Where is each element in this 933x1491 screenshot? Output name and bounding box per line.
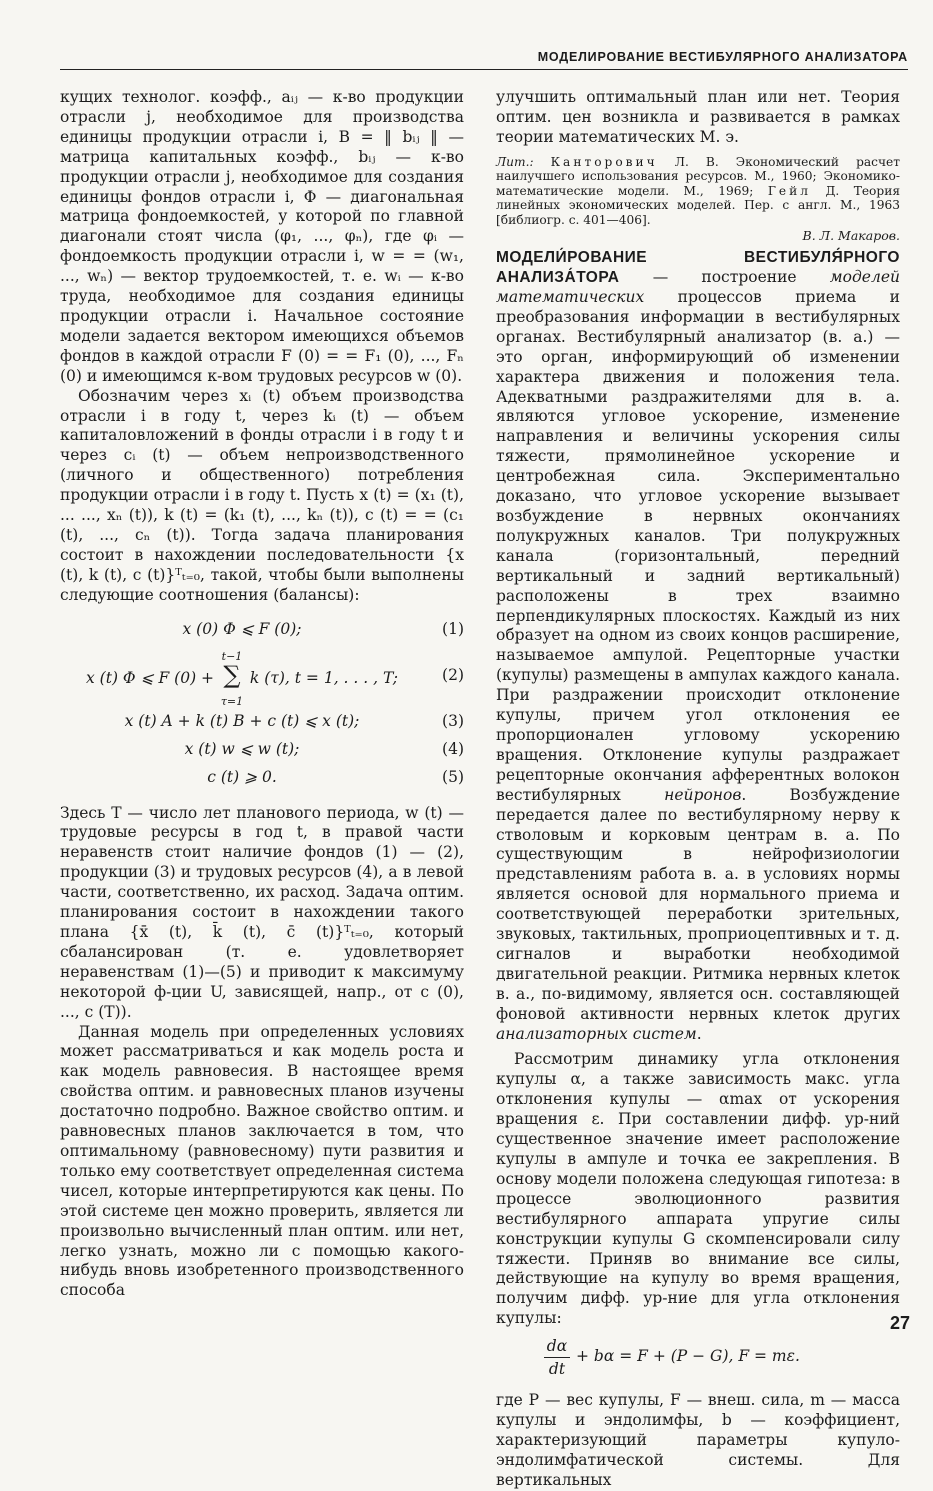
entry-text: . Возбуждение передается далее по вестибулярному нерву к стволовым и корковым центрам в. а. По существующим в нейрофизиологии представлениям работа в. а. в условиях нормы является основой для нормального приема и соответствующей переработки зрительных, звуковых, тактильных, проприоцептивных и т. д. сигналов и выработки необходимой двигательной реакции. Ритмика нервных клеток в. а., по-видимому, является осн. составляющей фоновой активности нервных клеток других xyxy=(496,785,900,1023)
equation-number: (5) xyxy=(442,767,464,786)
equation-2 xyxy=(60,644,464,708)
sum-upper-limit: t−1 xyxy=(221,649,243,663)
literature-label: Лит.: xyxy=(496,154,534,169)
equation-1 xyxy=(60,616,464,644)
literature-text: Л. В. Экономический расчет наилучшего использования ресурсов. М., 1960; Экономико-математические модели. М., 1969; xyxy=(496,154,901,198)
page-number: 27 xyxy=(889,1313,910,1333)
encyclopedia-entry xyxy=(496,248,900,1044)
running-header: МОДЕЛИРОВАНИЕ ВЕСТИБУЛЯРНОГО АНАЛИЗАТОРА xyxy=(60,50,908,70)
literature-text: Д. Теория линейных экономических моделей. Пер. с англ. М., 1963 [библиогр. с. 401—406]. xyxy=(496,183,901,227)
equation-number: (3) xyxy=(442,711,464,730)
paragraph: кущих технолог. коэфф., aᵢⱼ — к-во продукции отрасли j, необходимое для производства единицы продукции отрасли i, B = ‖ bᵢⱼ ‖ — матрица капитальных коэфф., bᵢⱼ — к-во продукции отрасли j, необходимое для создания единицы фондов отрасли i, Φ — диагональная матрица фондоемкостей, у которой по главной диагонали стоят числа (φ₁, ..., φₙ), где φᵢ — фондоемкость продукции отрасли i, w = = (w₁, ..., wₙ) — вектор трудоемкостей, т. е. wᵢ — к-во труда, необходимое для создания единицы продукции отрасли i. Начальное состояние модели задается вектором имеющихся объемов фондов в каждой отрасли F (0) = = F₁ (0), ..., Fₙ (0) и имеющимся к-вом трудовых ресурсов w (0). xyxy=(60,88,464,385)
equation-body: c (t) ⩾ 0. xyxy=(207,767,277,786)
paragraph: Здесь T — число лет планового периода, w (t) — трудовые ресурсы в год t, в правой части неравенств стоит наличие фондов (1) — (2), продукции (3) и трудовых ресурсов (4), а в левой части, соответственно, их расход. Задача оптим. планирования состоит в нахождении такого плана {x̄ (t), k̄ (t), c̄ (t)}ᵀₜ₌₀, который сбалансирован (т. е. удовлетворяет неравенствам (1)—(5) и приводит к максимуму некоторой ф-ции U, зависящей, напр., от c (0), ..., c (T)). xyxy=(60,803,464,1021)
equation-number: (2) xyxy=(442,665,464,684)
sum-operator: ∑ t−1 τ=1 xyxy=(219,666,245,686)
equation-body: x (0) Φ ⩽ F (0); xyxy=(182,619,302,638)
literature-author: Гейл xyxy=(767,183,811,198)
equation-body: x (t) A + k (t) B + c (t) ⩽ x (t); xyxy=(124,711,360,730)
differential-equation xyxy=(496,1329,900,1391)
fraction xyxy=(544,1335,570,1380)
left-column xyxy=(60,88,464,1301)
equation-body: x (t) w ⩽ w (t); xyxy=(184,739,300,758)
paragraph: Данная модель при определенных условиях может рассматриваться и как модель роста и как модель равновесия. В настоящее время свойства оптим. и равновесных планов изучены достаточно подробно. Важное свойство оптим. и равновесных планов заключается в том, что оптимальному (равновесному) пути развития и только ему соответствует определенная система чисел, которые интерпретируются как цены. По этой системе цен можно проверить, является ли произвольно вычисленный план оптим. или нет, легко узнать, можно ли с помощью какого-нибудь вновь изобретенного производственного способа xyxy=(60,1022,464,1300)
equation-right: k (τ), t = 1, . . . , T; xyxy=(249,668,398,687)
equation-rest: + bα = F + (P − G), F = mε. xyxy=(576,1347,800,1366)
cross-reference-link[interactable]: моделей математических xyxy=(496,268,900,307)
equation-left: x (t) Φ ⩽ F (0) + xyxy=(86,668,215,687)
fraction-denominator: dt xyxy=(548,1360,566,1379)
cross-reference-link[interactable]: анализаторных систем xyxy=(496,1024,697,1043)
equation-3 xyxy=(60,708,464,736)
paragraph: Рассмотрим динамику угла отклонения купулы α, а также зависимость макс. угла отклонения купулы — αmax от ускорения вращения ε. При составлении дифф. ур-ний существенное значение имеет расположение купулы в ампуле и точка ее закрепления. В основу модели положена следующая гипотеза: в процессе эволюционного развития вестибулярного аппарата упругие силы конструкции купулы G скомпенсировали силу тяжести. Приняв во внимание все силы, действующие на купулу во время вращения, получим дифф. ур-ние для угла отклонения купулы: xyxy=(496,1050,900,1328)
equation-body xyxy=(60,649,424,708)
entry-text: . xyxy=(696,1024,702,1043)
equation-5 xyxy=(60,764,464,792)
entry-text: — построение xyxy=(619,268,830,287)
equation-number: (4) xyxy=(442,739,464,758)
literature-author: Канторович xyxy=(550,154,658,169)
equation-4 xyxy=(60,736,464,764)
paragraph: Обозначим через xᵢ (t) объем производства отрасли i в году t, через kᵢ (t) — объем капиталовложений в фонды отрасли i в году t и через cᵢ (t) — объем непроизводственного (личного и общественного) потребления продукции отрасли i в году t. Пусть x (t) = (x₁ (t), ... ..., xₙ (t)), k (t) = (k₁ (t), ..., kₙ (t)), c (t) = = (c₁ (t), ..., cₙ (t)). Тогда задача планирования состоит в нахождении последовательности {x (t), k (t), c (t)}ᵀₜ₌₀, такой, чтобы были выполнены следующие соотношения (балансы): xyxy=(60,386,464,604)
equation-number: (1) xyxy=(442,619,464,638)
right-column xyxy=(496,88,900,1491)
paragraph: улучшить оптимальный план или нет. Теория оптим. цен возникла и развивается в рамках теории математических М. э. xyxy=(496,88,900,146)
entry-text: процессов приема и преобразования информации в вестибулярных органах. Вестибулярный анализатор (в. а.) — это орган, информирующий об изменении характера движения и положения тела. Адекватными раздражителями для в. а. являются угловое ускорение, изменение направления и величины ускорения силы тяжести, прямолинейное ускорение и центробежная сила. Экспериментально доказано, что угловое ускорение вызывает возбуждение в нервных окончаниях полукружных каналов. Три полукружных канала (горизонтальный, передний вертикальный и задний вертикальный) расположены в трех взаимно перпендикулярных плоскостях. Каждый из них образует на одном из своих концов расширение, называемое ампулой. Рецепторные участки (купулы) размещены в ампулах каждого канала. При раздражении происходит отклонение купулы, причем угол отклонения ее пропорционален угловому ускорению вращения. Отклонение купулы раздражает рецепторные окончания афферентных волокон вестибулярных xyxy=(496,288,900,804)
fraction-numerator: dα xyxy=(544,1335,570,1358)
literature-references xyxy=(496,155,900,228)
paragraph: где P — вес купулы, F — внеш. сила, m — масса купулы и эндолимфы, b — коэффициент, характеризующий параметры купуло-эндолимфатической системы. Для вертикальных xyxy=(496,1391,900,1489)
article-author: В. Л. Макаров. xyxy=(802,228,900,244)
cross-reference-link[interactable]: нейронов xyxy=(664,785,742,804)
sum-lower-limit: τ=1 xyxy=(220,694,244,708)
entry-title: МОДЕЛИ́РОВАНИЕ ВЕСТИБУЛЯ́РНОГО АНАЛИЗА́ТОРА xyxy=(496,249,900,287)
